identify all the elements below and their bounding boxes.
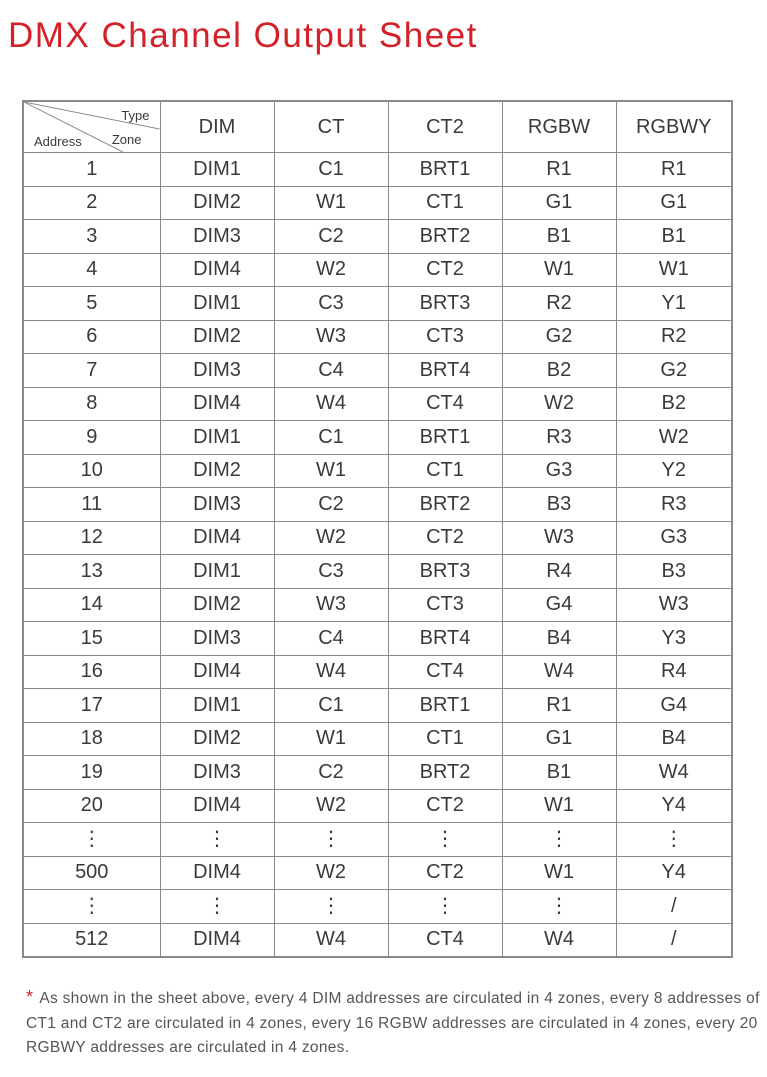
cell-rgbw: ⋮ <box>502 823 616 857</box>
cell-address: 11 <box>23 488 160 522</box>
cell-rgbw: W2 <box>502 387 616 421</box>
table-row <box>23 722 732 756</box>
cell-rgbw: B1 <box>502 756 616 790</box>
cell-dim: DIM4 <box>160 856 274 890</box>
cell-rgbwy: G1 <box>616 186 732 220</box>
cell-ct2: CT4 <box>388 655 502 689</box>
cell-address: 5 <box>23 287 160 321</box>
cell-rgbwy: G2 <box>616 354 732 388</box>
cell-dim: DIM4 <box>160 923 274 957</box>
cell-ct: W1 <box>274 454 388 488</box>
cell-address: 500 <box>23 856 160 890</box>
cell-rgbwy: R1 <box>616 153 732 187</box>
cell-rgbwy: / <box>616 890 732 924</box>
cell-dim: DIM3 <box>160 354 274 388</box>
table-row <box>23 488 732 522</box>
cell-dim: DIM4 <box>160 655 274 689</box>
cell-ct: W4 <box>274 655 388 689</box>
table-row <box>23 856 732 890</box>
cell-rgbw: W1 <box>502 789 616 823</box>
asterisk-icon: * <box>26 987 34 1007</box>
cell-address: 13 <box>23 555 160 589</box>
table-row <box>23 521 732 555</box>
column-header-rgbwy: RGBWY <box>616 101 732 153</box>
cell-address: 17 <box>23 689 160 723</box>
cell-address: 3 <box>23 220 160 254</box>
cell-ct2: CT4 <box>388 387 502 421</box>
cell-dim: DIM3 <box>160 220 274 254</box>
cell-rgbw: R1 <box>502 153 616 187</box>
cell-rgbwy: Y4 <box>616 856 732 890</box>
corner-header-cell <box>23 101 160 153</box>
cell-address: 19 <box>23 756 160 790</box>
cell-ct: W3 <box>274 320 388 354</box>
cell-ct2: BRT4 <box>388 622 502 656</box>
cell-address: 2 <box>23 186 160 220</box>
cell-ct2: ⋮ <box>388 890 502 924</box>
cell-dim: DIM1 <box>160 287 274 321</box>
cell-dim: DIM2 <box>160 320 274 354</box>
column-header-ct: CT <box>274 101 388 153</box>
cell-dim: DIM4 <box>160 253 274 287</box>
cell-address: 7 <box>23 354 160 388</box>
table-row <box>23 253 732 287</box>
cell-rgbw: W1 <box>502 253 616 287</box>
cell-ct: C4 <box>274 622 388 656</box>
cell-address: 9 <box>23 421 160 455</box>
table-row <box>23 454 732 488</box>
cell-address: 16 <box>23 655 160 689</box>
cell-rgbw: G2 <box>502 320 616 354</box>
table-body <box>23 153 732 958</box>
cell-ct: C1 <box>274 153 388 187</box>
table-row <box>23 555 732 589</box>
cell-dim: DIM1 <box>160 555 274 589</box>
cell-rgbw: W4 <box>502 923 616 957</box>
cell-ct: C2 <box>274 220 388 254</box>
cell-ct2: CT2 <box>388 789 502 823</box>
footnote <box>26 985 761 1061</box>
cell-rgbw: G1 <box>502 722 616 756</box>
cell-address: 1 <box>23 153 160 187</box>
cell-rgbwy: / <box>616 923 732 957</box>
table-row <box>23 789 732 823</box>
cell-ct: W2 <box>274 253 388 287</box>
table-row <box>23 588 732 622</box>
cell-rgbw: R3 <box>502 421 616 455</box>
page-title: DMX Channel Output Sheet <box>8 16 478 55</box>
table-row <box>23 186 732 220</box>
cell-ct: W2 <box>274 789 388 823</box>
table-row <box>23 823 732 857</box>
cell-ct: W1 <box>274 722 388 756</box>
dmx-channel-table <box>22 100 733 958</box>
cell-address: 14 <box>23 588 160 622</box>
table-row <box>23 287 732 321</box>
cell-ct2: CT1 <box>388 186 502 220</box>
cell-dim: DIM4 <box>160 789 274 823</box>
cell-dim: DIM4 <box>160 521 274 555</box>
table-row <box>23 622 732 656</box>
table-row <box>23 421 732 455</box>
cell-rgbwy: Y1 <box>616 287 732 321</box>
corner-zone-label: Zone <box>111 132 142 147</box>
cell-rgbw: R1 <box>502 689 616 723</box>
cell-rgbwy: R4 <box>616 655 732 689</box>
cell-ct2: BRT3 <box>388 287 502 321</box>
table-row <box>23 153 732 187</box>
cell-rgbw: B4 <box>502 622 616 656</box>
cell-rgbwy: ⋮ <box>616 823 732 857</box>
cell-dim: DIM2 <box>160 722 274 756</box>
cell-ct2: CT2 <box>388 253 502 287</box>
cell-rgbwy: W3 <box>616 588 732 622</box>
corner-type-label: Type <box>121 108 150 123</box>
cell-dim: ⋮ <box>160 823 274 857</box>
cell-rgbwy: W1 <box>616 253 732 287</box>
cell-ct: C2 <box>274 756 388 790</box>
table-row <box>23 220 732 254</box>
cell-rgbwy: R3 <box>616 488 732 522</box>
cell-ct2: CT2 <box>388 856 502 890</box>
cell-rgbw: B3 <box>502 488 616 522</box>
cell-rgbw: G4 <box>502 588 616 622</box>
cell-address: 512 <box>23 923 160 957</box>
cell-rgbwy: W2 <box>616 421 732 455</box>
cell-rgbwy: G3 <box>616 521 732 555</box>
cell-rgbwy: Y4 <box>616 789 732 823</box>
cell-rgbwy: G4 <box>616 689 732 723</box>
cell-ct2: BRT2 <box>388 756 502 790</box>
cell-ct2: CT2 <box>388 521 502 555</box>
cell-ct: W3 <box>274 588 388 622</box>
cell-rgbw: W4 <box>502 655 616 689</box>
cell-rgbwy: W4 <box>616 756 732 790</box>
cell-ct: C3 <box>274 287 388 321</box>
cell-ct: W2 <box>274 856 388 890</box>
cell-rgbw: G3 <box>502 454 616 488</box>
cell-rgbwy: B4 <box>616 722 732 756</box>
cell-rgbwy: Y2 <box>616 454 732 488</box>
cell-rgbwy: B3 <box>616 555 732 589</box>
cell-ct: W1 <box>274 186 388 220</box>
table-row <box>23 923 732 957</box>
cell-address: 15 <box>23 622 160 656</box>
cell-rgbw: R4 <box>502 555 616 589</box>
cell-address: 4 <box>23 253 160 287</box>
cell-dim: ⋮ <box>160 890 274 924</box>
cell-address: 18 <box>23 722 160 756</box>
column-header-rgbw: RGBW <box>502 101 616 153</box>
cell-dim: DIM3 <box>160 756 274 790</box>
cell-address: ⋮ <box>23 823 160 857</box>
cell-ct: W4 <box>274 387 388 421</box>
cell-ct2: ⋮ <box>388 823 502 857</box>
cell-rgbw: G1 <box>502 186 616 220</box>
cell-dim: DIM2 <box>160 186 274 220</box>
cell-ct: C4 <box>274 354 388 388</box>
cell-dim: DIM2 <box>160 454 274 488</box>
cell-ct2: CT4 <box>388 923 502 957</box>
cell-ct: C1 <box>274 689 388 723</box>
cell-dim: DIM3 <box>160 622 274 656</box>
cell-dim: DIM2 <box>160 588 274 622</box>
cell-ct2: BRT2 <box>388 220 502 254</box>
cell-address: 12 <box>23 521 160 555</box>
cell-rgbwy: B1 <box>616 220 732 254</box>
table-row <box>23 320 732 354</box>
cell-ct2: BRT1 <box>388 689 502 723</box>
cell-rgbwy: Y3 <box>616 622 732 656</box>
cell-ct2: CT3 <box>388 320 502 354</box>
column-header-dim: DIM <box>160 101 274 153</box>
cell-dim: DIM1 <box>160 153 274 187</box>
cell-ct2: BRT2 <box>388 488 502 522</box>
cell-ct2: CT1 <box>388 454 502 488</box>
cell-dim: DIM4 <box>160 387 274 421</box>
table-row <box>23 354 732 388</box>
cell-rgbw: B1 <box>502 220 616 254</box>
header-row <box>23 101 732 153</box>
cell-rgbw: W1 <box>502 856 616 890</box>
cell-ct2: BRT3 <box>388 555 502 589</box>
table-row <box>23 655 732 689</box>
cell-rgbw: W3 <box>502 521 616 555</box>
cell-ct2: CT1 <box>388 722 502 756</box>
cell-ct: C3 <box>274 555 388 589</box>
cell-ct2: BRT1 <box>388 421 502 455</box>
column-header-ct2: CT2 <box>388 101 502 153</box>
table-row <box>23 689 732 723</box>
table-row <box>23 387 732 421</box>
table-row <box>23 756 732 790</box>
cell-ct: ⋮ <box>274 823 388 857</box>
cell-ct: W4 <box>274 923 388 957</box>
cell-address: ⋮ <box>23 890 160 924</box>
cell-rgbwy: B2 <box>616 387 732 421</box>
cell-rgbw: B2 <box>502 354 616 388</box>
cell-dim: DIM3 <box>160 488 274 522</box>
table-row <box>23 890 732 924</box>
cell-address: 20 <box>23 789 160 823</box>
cell-ct: C1 <box>274 421 388 455</box>
cell-ct2: CT3 <box>388 588 502 622</box>
cell-ct: W2 <box>274 521 388 555</box>
corner-address-label: Address <box>34 134 82 149</box>
cell-dim: DIM1 <box>160 689 274 723</box>
cell-rgbwy: R2 <box>616 320 732 354</box>
cell-address: 10 <box>23 454 160 488</box>
cell-ct: ⋮ <box>274 890 388 924</box>
cell-dim: DIM1 <box>160 421 274 455</box>
cell-ct2: BRT4 <box>388 354 502 388</box>
cell-address: 6 <box>23 320 160 354</box>
cell-ct2: BRT1 <box>388 153 502 187</box>
cell-ct: C2 <box>274 488 388 522</box>
cell-rgbw: ⋮ <box>502 890 616 924</box>
cell-rgbw: R2 <box>502 287 616 321</box>
cell-address: 8 <box>23 387 160 421</box>
footnote-text: As shown in the sheet above, every 4 DIM addresses are circulated in 4 zones, every 8 addresses of CT1 and CT2 are circulated in 4 zones, every 16 RGBW addresses are circulated in 4 zones, every 20 RGBWY addresses are circulated in 4 zones. <box>26 990 760 1056</box>
